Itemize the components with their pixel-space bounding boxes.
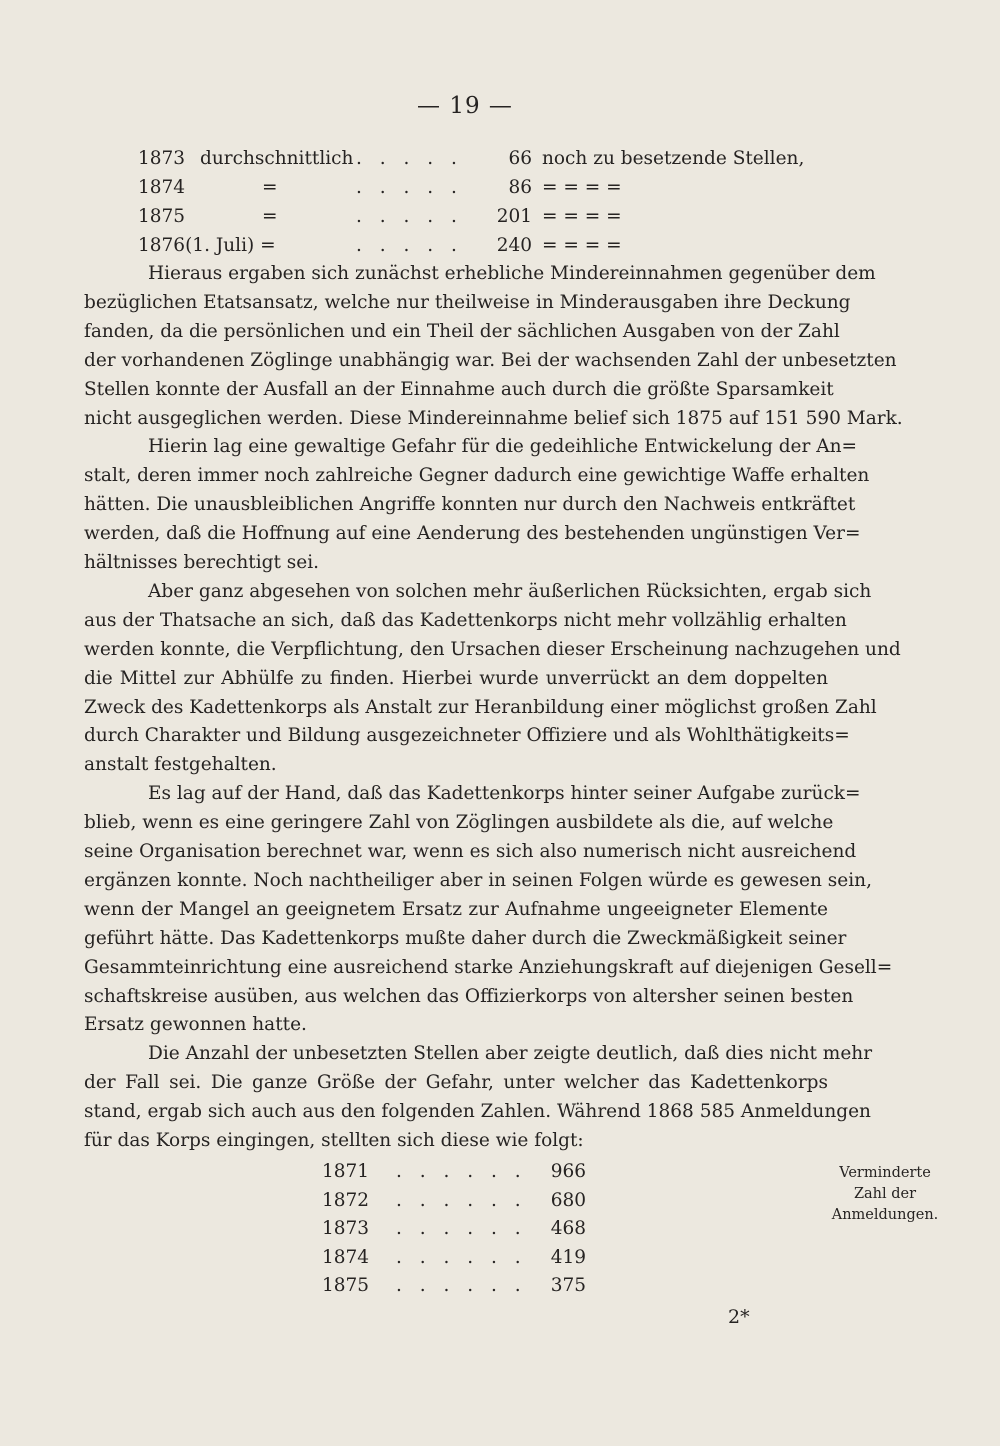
text-line: blieb, wenn es eine geringere Zahl von Zöglingen ausbildete als die, auf welche xyxy=(84,812,834,834)
margin-note-line: Zahl der xyxy=(853,1186,917,1202)
table-year: 1873 xyxy=(138,148,186,169)
table-value: 419 xyxy=(550,1246,586,1268)
page-number: — 19 — xyxy=(417,93,513,119)
text-line: stand, ergab sich auch aus den folgenden Zahlen. Während 1868 585 Anmeldungen xyxy=(84,1101,871,1123)
table-dots: . . . . . xyxy=(356,148,463,169)
text-line: für das Korps eingingen, stellten sich diese wie folgt: xyxy=(84,1130,584,1151)
text-line: werden konnte, die Verpflichtung, den Ursachen dieser Erscheinung nachzugehen und xyxy=(84,638,901,660)
text-line: nicht ausgeglichen werden. Diese Mindereinnahme belief sich 1875 auf 151 590 Mark. xyxy=(84,407,903,429)
text-line: Ersatz gewonnen hatte. xyxy=(84,1014,307,1036)
table-year: 1875 xyxy=(138,206,186,227)
table-value: 468 xyxy=(550,1218,586,1239)
text-line: der Fall sei. Die ganze Größe der Gefahr, unter welcher das Kadettenkorps xyxy=(84,1072,828,1094)
table-dots: . . . . . xyxy=(356,177,463,198)
table-tail: = = = = xyxy=(542,177,622,198)
text-line: aus der Thatsache an sich, daß das Kadettenkorps nicht mehr vollzählig erhalten xyxy=(84,609,847,631)
text-line: bezüglichen Etatsansatz, welche nur theilweise in Minderausgaben ihre Deckung xyxy=(84,291,851,313)
signature-mark: 2* xyxy=(728,1306,750,1328)
text-line: der vorhandenen Zöglinge unabhängig war. Bei der wachsenden Zahl der unbesetzten xyxy=(84,349,897,371)
text-line: die Mittel zur Abhülfe zu finden. Hierbei wurde unverrückt an dem doppelten xyxy=(84,667,828,689)
text-line: seine Organisation berechnet war, wenn es sich also numerisch nicht ausreichend xyxy=(84,841,857,862)
table-year: 1872 xyxy=(322,1189,370,1211)
table-tail: = = = = xyxy=(542,206,622,227)
table-dots: . . . . . . xyxy=(396,1246,527,1268)
text-line: Gesammteinrichtung eine ausreichend starke Anziehungskraft auf diejenigen Gesell= xyxy=(84,956,893,978)
text-line: werden, daß die Hoffnung auf eine Aenderung des bestehenden ungünstigen Ver= xyxy=(84,523,861,545)
table-year: 1874 xyxy=(322,1246,370,1268)
margin-note-line: Verminderte xyxy=(839,1165,931,1181)
table-year: 1873 xyxy=(322,1218,370,1239)
table-year: 1871 xyxy=(322,1161,370,1182)
table-year: 1875 xyxy=(322,1275,370,1296)
text-line: Hierin lag eine gewaltige Gefahr für die gedeihliche Entwickelung der An= xyxy=(148,436,857,458)
text-line: wenn der Mangel an geeignetem Ersatz zur Aufnahme ungeeigneter Elemente xyxy=(84,898,828,920)
text-line: schaftskreise ausüben, aus welchen das Offizierkorps von altersher seinen besten xyxy=(84,985,854,1007)
margin-note-line: Anmeldungen. xyxy=(831,1207,939,1223)
table-dots: . . . . . . xyxy=(396,1189,527,1211)
table-value: 240 xyxy=(496,235,532,256)
table-dots: . . . . . xyxy=(356,206,463,227)
table-dots: . . . . . . xyxy=(396,1275,527,1296)
text-line: durch Charakter und Bildung ausgezeichneter Offiziere und als Wohlthätigkeits= xyxy=(84,725,850,747)
text-line: anstalt festgehalten. xyxy=(84,754,277,776)
table-year: 1874 xyxy=(138,177,186,198)
table-value: 201 xyxy=(496,206,532,227)
table-value: 966 xyxy=(550,1161,586,1182)
margin-note xyxy=(826,1163,944,1226)
text-line: hätten. Die unausbleiblichen Angriffe konnten nur durch den Nachweis entkräftet xyxy=(84,494,856,516)
table-note: = xyxy=(262,206,278,227)
text-line: stalt, deren immer noch zahlreiche Gegner dadurch eine gewichtige Waffe erhalten xyxy=(84,465,870,487)
table-value: 375 xyxy=(550,1275,586,1296)
table-dots: . . . . . . xyxy=(396,1218,527,1239)
text-line: hältnisses berechtigt sei. xyxy=(84,552,320,573)
table-value: 66 xyxy=(508,148,532,169)
table-value: 680 xyxy=(550,1189,586,1211)
table-tail: noch zu besetzende Stellen, xyxy=(542,148,805,169)
text-line: geführt hätte. Das Kadettenkorps mußte daher durch die Zweckmäßigkeit seiner xyxy=(84,927,847,949)
text-line: fanden, da die persönlichen und ein Theil der sächlichen Ausgaben von der Zahl xyxy=(84,320,840,342)
table-dots: . . . . . xyxy=(356,235,463,256)
text-line: Aber ganz abgesehen von solchen mehr äußerlichen Rücksichten, ergab sich xyxy=(148,580,872,602)
text-line: Hieraus ergaben sich zunächst erhebliche Mindereinnahmen gegenüber dem xyxy=(148,263,876,284)
table-dots: . . . . . . xyxy=(396,1161,527,1182)
table-note: = xyxy=(262,177,278,198)
text-line: Stellen konnte der Ausfall an der Einnahme auch durch die größte Sparsamkeit xyxy=(84,378,834,400)
table-note: durchschnittlich xyxy=(200,148,354,169)
text-line: Zweck des Kadettenkorps als Anstalt zur Heranbildung einer möglichst großen Zahl xyxy=(84,696,877,718)
text-line: Die Anzahl der unbesetzten Stellen aber zeigte deutlich, daß dies nicht mehr xyxy=(148,1043,873,1065)
table-value: 86 xyxy=(508,177,532,198)
table-tail: = = = = xyxy=(542,235,622,256)
text-line: Es lag auf der Hand, daß das Kadettenkorps hinter seiner Aufgabe zurück= xyxy=(148,783,861,805)
text-line: ergänzen konnte. Noch nachtheiliger aber in seinen Folgen würde es gewesen sein, xyxy=(84,869,872,891)
table-year: 1876(1. Juli) = xyxy=(138,235,276,256)
